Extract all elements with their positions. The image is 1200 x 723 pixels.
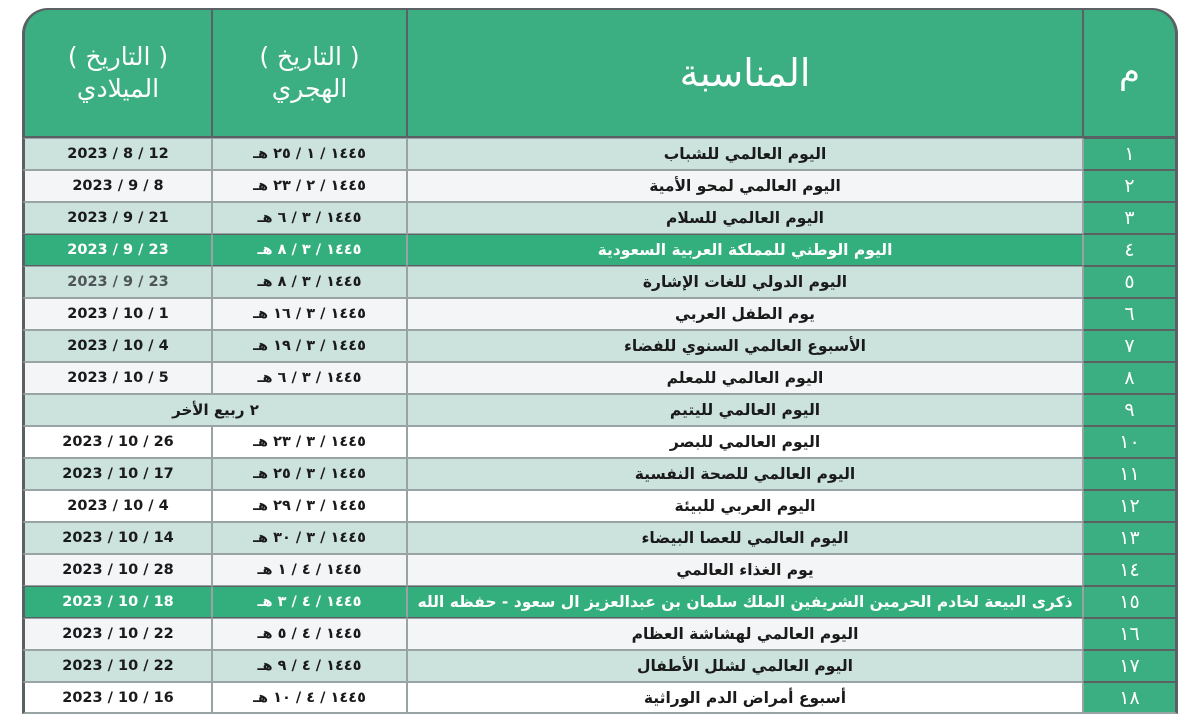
hijri-date-cell: ١٤٤٥ / ٤ / ١٠ هـ: [212, 682, 407, 714]
table-row: [22, 618, 1178, 650]
occasion-cell: يوم الغذاء العالمي: [407, 554, 1083, 586]
occasion-cell: اليوم العالمي للشباب: [407, 138, 1083, 170]
hijri-date-cell: ١٤٤٥ / ٣ / ١٩ هـ: [212, 330, 407, 362]
table-row: [22, 522, 1178, 554]
row-number-cell: ١١: [1083, 458, 1178, 490]
occasions-table: [22, 8, 1178, 714]
row-number-cell: ٦: [1083, 298, 1178, 330]
table-row: [22, 682, 1178, 714]
header-gregorian-line2: الميلادي: [76, 74, 160, 103]
occasion-cell: اليوم العالمي للصحة النفسية: [407, 458, 1083, 490]
table-row: [22, 458, 1178, 490]
hijri-date-cell: ١٤٤٥ / ٣ / ٦ هـ: [212, 362, 407, 394]
header-gregorian-line1: ( التاريخ ): [67, 42, 169, 71]
row-number-cell: ١٢: [1083, 490, 1178, 522]
occasion-cell: الأسبوع العالمي السنوي للفضاء: [407, 330, 1083, 362]
hijri-date-cell: ١٤٤٥ / ٣ / ٨ هـ: [212, 266, 407, 298]
gregorian-date-cell: 2023 / 10 / 28: [22, 554, 212, 586]
gregorian-date-cell: 2023 / 10 / 26: [22, 426, 212, 458]
row-number-cell: ٤: [1083, 234, 1178, 266]
header-cell-hijri-date: [212, 8, 407, 138]
gregorian-date-cell: 2023 / 9 / 23: [22, 234, 212, 266]
hijri-date-cell: ١٤٤٥ / ٣ / ٣٠ هـ: [212, 522, 407, 554]
gregorian-date-cell: 2023 / 10 / 1: [22, 298, 212, 330]
occasions-table-wrapper: [22, 8, 1178, 720]
hijri-date-cell: ١٤٤٥ / ٤ / ٩ هـ: [212, 650, 407, 682]
table-row: [22, 586, 1178, 618]
hijri-date-cell: ١٤٤٥ / ١ / ٢٥ هـ: [212, 138, 407, 170]
occasion-cell: اليوم العالمي لهشاشة العظام: [407, 618, 1083, 650]
row-number-cell: ٧: [1083, 330, 1178, 362]
row-number-cell: ١٧: [1083, 650, 1178, 682]
header-row: [22, 8, 1178, 138]
occasion-cell: اليوم العالمي للعصا البيضاء: [407, 522, 1083, 554]
gregorian-date-cell: 2023 / 10 / 22: [22, 650, 212, 682]
hijri-date-cell: ١٤٤٥ / ٣ / ٢٩ هـ: [212, 490, 407, 522]
header-cell-occasion: المناسبة: [407, 8, 1083, 138]
occasion-cell: ذكرى البيعة لخادم الحرمين الشريفين الملك سلمان بن عبدالعزيز ال سعود - حفظه الله: [407, 586, 1083, 618]
row-number-cell: ١٦: [1083, 618, 1178, 650]
row-number-cell: ٨: [1083, 362, 1178, 394]
gregorian-date-cell: 2023 / 10 / 4: [22, 330, 212, 362]
hijri-date-cell: ١٤٤٥ / ٤ / ٥ هـ: [212, 618, 407, 650]
gregorian-date-cell: 2023 / 9 / 8: [22, 170, 212, 202]
header-hijri-line1: ( التاريخ ): [259, 42, 360, 71]
occasion-cell: اليوم العربي للبيئة: [407, 490, 1083, 522]
row-number-cell: ٢: [1083, 170, 1178, 202]
merged-date-cell: ٢ ربيع الأخر: [22, 394, 407, 426]
occasion-cell: أسبوع أمراض الدم الوراثية: [407, 682, 1083, 714]
hijri-date-cell: ١٤٤٥ / ٣ / ١٦ هـ: [212, 298, 407, 330]
table-row: [22, 138, 1178, 170]
hijri-date-cell: ١٤٤٥ / ٣ / ٢٣ هـ: [212, 426, 407, 458]
occasion-cell: اليوم العالمي لمحو الأمية: [407, 170, 1083, 202]
gregorian-date-cell: 2023 / 9 / 21: [22, 202, 212, 234]
table-row: [22, 298, 1178, 330]
gregorian-date-cell: 2023 / 9 / 23: [22, 266, 212, 298]
table-row: [22, 202, 1178, 234]
occasion-cell: اليوم الوطني للمملكة العربية السعودية: [407, 234, 1083, 266]
row-number-cell: ١٣: [1083, 522, 1178, 554]
table-row: [22, 330, 1178, 362]
row-number-cell: ١٠: [1083, 426, 1178, 458]
hijri-date-cell: ١٤٤٥ / ٣ / ٢٥ هـ: [212, 458, 407, 490]
header-cell-gregorian-date: [22, 8, 212, 138]
table-row: [22, 266, 1178, 298]
gregorian-date-cell: 2023 / 10 / 16: [22, 682, 212, 714]
hijri-date-cell: ١٤٤٥ / ٣ / ٨ هـ: [212, 234, 407, 266]
table-body: [22, 138, 1178, 714]
table-row: [22, 234, 1178, 266]
table-row: [22, 394, 1178, 426]
row-number-cell: ١٤: [1083, 554, 1178, 586]
gregorian-date-cell: 2023 / 10 / 5: [22, 362, 212, 394]
hijri-date-cell: ١٤٤٥ / ٣ / ٦ هـ: [212, 202, 407, 234]
gregorian-date-cell: 2023 / 8 / 12: [22, 138, 212, 170]
occasion-cell: اليوم العالمي للبصر: [407, 426, 1083, 458]
table-row: [22, 554, 1178, 586]
occasion-cell: اليوم الدولي للغات الإشارة: [407, 266, 1083, 298]
occasion-cell: اليوم العالمي للمعلم: [407, 362, 1083, 394]
row-number-cell: ١٥: [1083, 586, 1178, 618]
occasion-cell: اليوم العالمي لشلل الأطفال: [407, 650, 1083, 682]
gregorian-date-cell: 2023 / 10 / 4: [22, 490, 212, 522]
table-row: [22, 170, 1178, 202]
gregorian-date-cell: 2023 / 10 / 18: [22, 586, 212, 618]
gregorian-date-cell: 2023 / 10 / 14: [22, 522, 212, 554]
occasion-cell: اليوم العالمي لليتيم: [407, 394, 1083, 426]
table-row: [22, 490, 1178, 522]
header-cell-number: م: [1083, 8, 1178, 138]
row-number-cell: ١: [1083, 138, 1178, 170]
row-number-cell: ٣: [1083, 202, 1178, 234]
hijri-date-cell: ١٤٤٥ / ٢ / ٢٣ هـ: [212, 170, 407, 202]
gregorian-date-cell: 2023 / 10 / 17: [22, 458, 212, 490]
row-number-cell: ٩: [1083, 394, 1178, 426]
table-row: [22, 426, 1178, 458]
occasion-cell: يوم الطفل العربي: [407, 298, 1083, 330]
table-row: [22, 650, 1178, 682]
row-number-cell: ٥: [1083, 266, 1178, 298]
occasion-cell: اليوم العالمي للسلام: [407, 202, 1083, 234]
header-hijri-line2: الهجري: [271, 74, 348, 103]
hijri-date-cell: ١٤٤٥ / ٤ / ٣ هـ: [212, 586, 407, 618]
hijri-date-cell: ١٤٤٥ / ٤ / ١ هـ: [212, 554, 407, 586]
row-number-cell: ١٨: [1083, 682, 1178, 714]
gregorian-date-cell: 2023 / 10 / 22: [22, 618, 212, 650]
table-header: [22, 8, 1178, 138]
table-row: [22, 362, 1178, 394]
